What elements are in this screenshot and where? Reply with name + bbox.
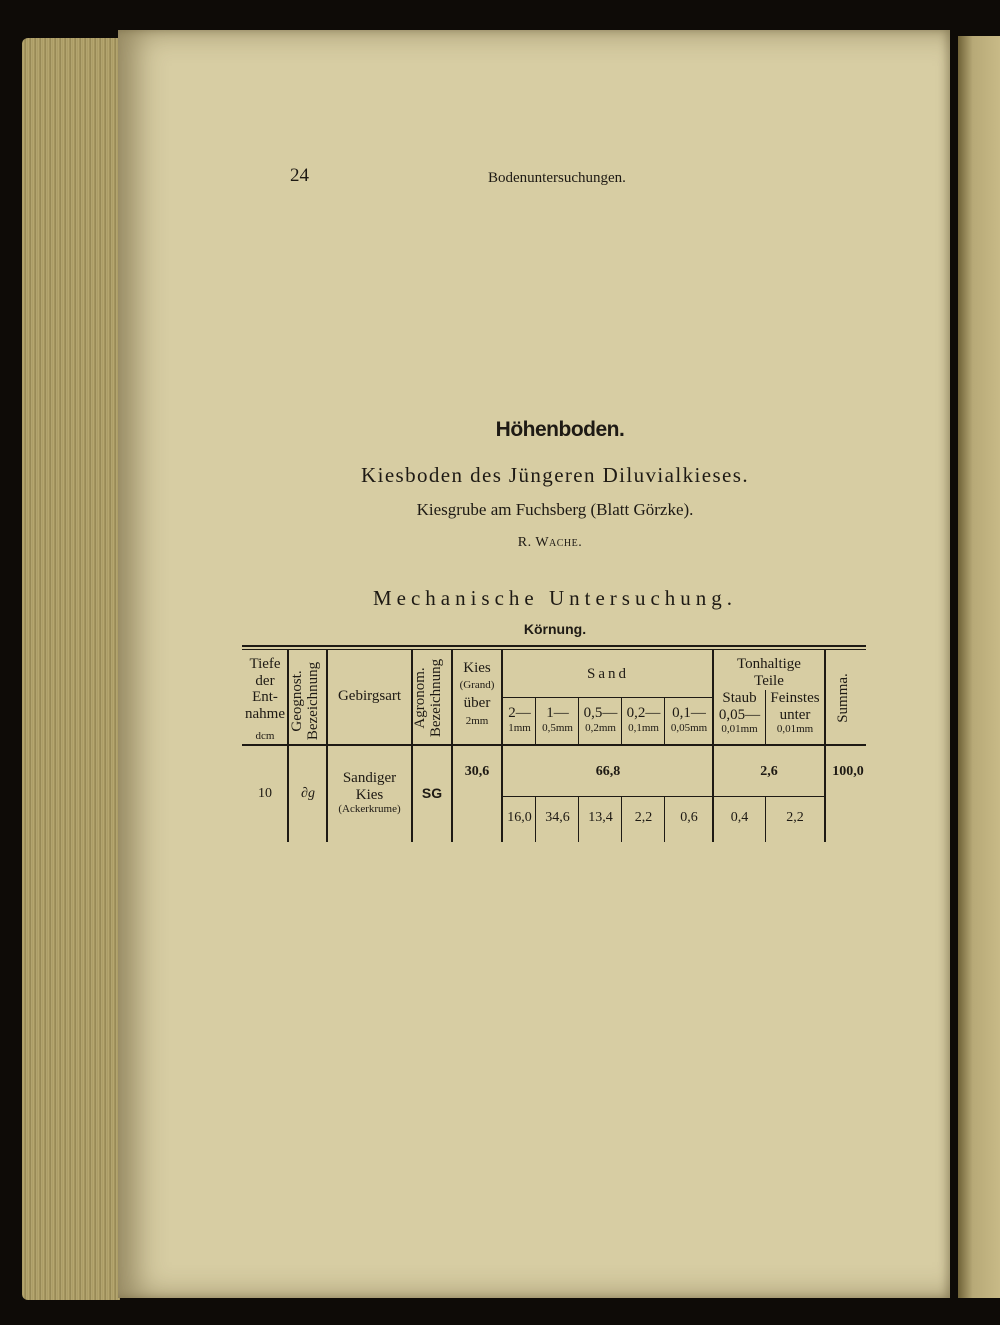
table-title: Körnung. [523,621,587,637]
header-depth-line: der [255,672,275,689]
soil-description: Kiesboden des Jüngeren Diluvialkieses. [361,463,749,487]
analysis-title: Mechanische Untersuchung. [372,586,738,610]
header-sand-fraction [665,705,713,734]
cell-clay-total: 2,6 [760,764,778,779]
clay-values-rule [714,796,824,797]
header-geognost-line: Geognost. [289,670,305,732]
header-sand-fraction [536,705,579,734]
author: R. Wache. [517,535,583,550]
cell-clay-value: 0,4 [730,810,749,825]
header-clay-line: Teile [754,672,784,689]
header-depth-unit: dcm [255,730,275,742]
header-clay-fraction [766,690,824,735]
header-total: Summa. [835,673,851,723]
cell-sand-value: 0,6 [680,810,698,825]
header-depth [242,656,288,742]
header-sand-fraction-line: 1— [546,705,569,721]
cell-rock-type-line: Sandiger [342,770,397,786]
header-depth-line: nahme [245,705,285,722]
cell-sand-total: 66,8 [595,764,621,779]
section-title: Höhenboden. [495,418,625,441]
header-agronom-line: Agronom. [412,667,428,729]
header-sand-fraction [622,705,665,734]
cell-sand-value: 13,4 [588,810,613,825]
header-depth-line: Tiefe [249,656,281,672]
cell-rock-type [328,770,411,815]
header-sand-fraction-line: 0,2mm [585,721,616,734]
cell-geognost: ∂g [301,786,315,801]
header-sand-fraction-line: 0,5mm [542,721,573,734]
cell-sand-value: 34,6 [545,810,570,825]
header-rock-type: Gebirgsart [337,688,402,704]
header-geognost [290,656,326,746]
cell-depth: 10 [258,786,272,801]
header-clay-line: Tonhaltige [737,656,801,672]
header-sand-fraction-line: 2— [508,705,531,721]
book-page-edges-right [958,36,1000,1298]
header-clay [714,656,824,689]
header-clay-fraction-line: 0,01mm [776,723,814,735]
header-agronom-line: Bezeichnung [427,658,444,738]
header-gravel [453,660,501,727]
header-sand: Sand [587,666,629,682]
header-sand-fraction [579,705,622,734]
cell-gravel: 30,6 [464,764,490,779]
table-top-rule [242,645,866,647]
header-sand-fraction-line: 0,5— [583,705,618,721]
header-agronom [413,653,449,743]
header-sand-fraction-line: 0,1— [672,705,706,721]
cell-rock-type-line: (Ackerkrume) [338,803,401,815]
header-clay-fraction [714,690,765,735]
page-number: 24 [290,165,309,186]
cell-sand-value: 2,2 [634,810,653,825]
header-gravel-line: 2mm [465,715,489,728]
table-top-rule-2 [242,649,866,650]
header-gravel-line: über [463,694,491,711]
header-clay-fraction-line: Feinstes [770,690,820,706]
cell-total: 100,0 [832,764,864,779]
header-gravel-line: Kies [463,660,491,676]
running-head: Bodenuntersuchungen. [488,170,626,186]
header-sand-fraction-line: 0,05mm [670,721,708,734]
cell-sand-value: 16,0 [507,810,532,825]
header-sand-fraction-line: 1mm [508,721,531,734]
location: Kiesgrube am Fuchsberg (Blatt Görzke). [416,500,694,519]
col-divider [824,650,826,842]
header-bottom-rule [242,744,866,746]
header-sand-fraction-line: 0,2— [626,705,661,721]
book-page-edges-left [22,38,120,1300]
cell-clay-value: 2,2 [786,810,804,825]
header-depth-line: Ent- [252,689,278,705]
cell-agronom: SG [421,785,443,801]
header-gravel-line: (Grand) [459,678,495,691]
header-geognost-line: Bezeichnung [304,661,321,741]
header-clay-fraction-line: 0,01mm [721,723,758,735]
cell-rock-type-line: Kies [355,786,384,803]
header-clay-fraction-line: unter [779,706,811,723]
header-clay-fraction-line: 0,05— [718,706,761,723]
header-clay-fraction-line: Staub [722,690,757,706]
header-sand-fraction-line: 0,1mm [628,721,659,734]
header-sand-fraction [503,705,536,734]
